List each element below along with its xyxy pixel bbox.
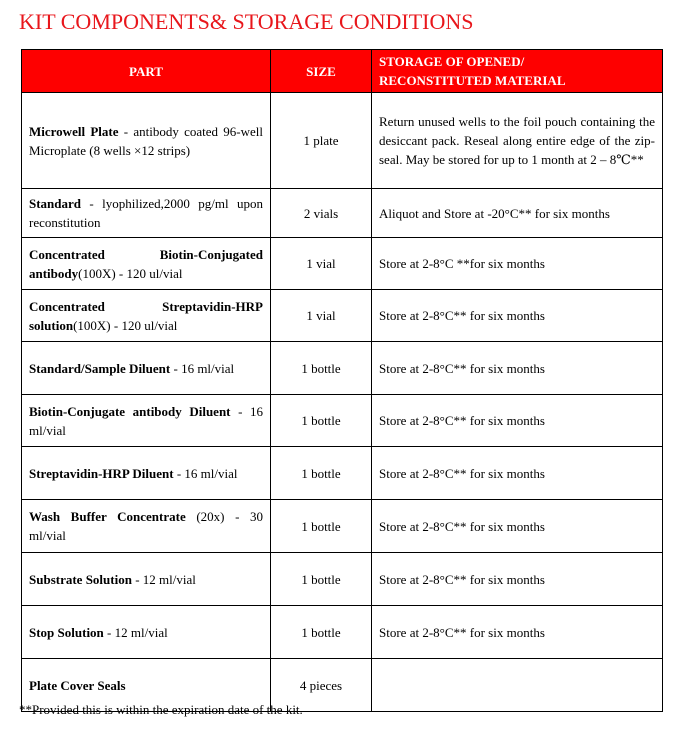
size-cell: 1 plate: [271, 93, 372, 189]
storage-cell: [372, 659, 663, 712]
table-row: [22, 342, 663, 395]
table-header: [22, 50, 663, 93]
part-cell: [22, 290, 271, 342]
storage-cell: Store at 2-8°C** for six months: [372, 447, 663, 500]
column-header-storage: [372, 50, 663, 93]
header-row: [22, 50, 663, 93]
part-detail: - antibody coated 96-well Microplate (8 wells ×12 strips): [29, 123, 263, 158]
part-name: Streptavidin-HRP Diluent: [29, 465, 174, 481]
part-cell: [22, 447, 271, 500]
storage-cell: Store at 2-8°C **for six months: [372, 238, 663, 290]
table-row: [22, 606, 663, 659]
part-detail: - lyophilized,2000 pg/ml upon reconstitution: [29, 196, 263, 230]
part-cell: [22, 93, 271, 189]
part-name: Substrate Solution: [29, 571, 132, 587]
size-cell: 1 bottle: [271, 606, 372, 659]
size-cell: 1 bottle: [271, 553, 372, 606]
size-cell: 1 bottle: [271, 395, 372, 447]
part-detail: (100X) - 120 ul/vial: [73, 317, 178, 333]
size-cell: 1 vial: [271, 238, 372, 290]
size-cell: 1 bottle: [271, 447, 372, 500]
column-header-part: PART: [22, 50, 271, 93]
storage-cell: Return unused wells to the foil pouch containing the desiccant pack. Reseal along entire edge of the zip-seal. May be stored for up to 1 month at 2 – 8℃**: [372, 93, 663, 189]
table-row: [22, 238, 663, 290]
part-name: Concentrated Biotin-Conjugated antibody: [29, 246, 263, 281]
footnote: **Provided this is within the expiration date of the kit.: [19, 702, 303, 717]
part-detail: - 12 ml/vial: [103, 624, 168, 640]
part-name: Concentrated Streptavidin-HRP solution: [29, 298, 263, 333]
part-detail: (20x) - 30 ml/vial: [29, 509, 263, 543]
part-cell: [22, 189, 271, 238]
part-cell: [22, 500, 271, 553]
part-cell: [22, 238, 271, 290]
part-name: Plate Cover Seals: [29, 677, 126, 693]
part-name: Stop Solution: [29, 624, 104, 640]
part-cell: [22, 606, 271, 659]
part-name: Microwell Plate: [29, 123, 119, 139]
table-row: [22, 553, 663, 606]
storage-cell: Store at 2-8°C** for six months: [372, 395, 663, 447]
storage-cell: Store at 2-8°C** for six months: [372, 500, 663, 553]
part-cell: [22, 342, 271, 395]
table-row: [22, 93, 663, 189]
column-header-storage-line2: RECONSTITUTED MATERIAL: [379, 73, 566, 88]
table-row: [22, 447, 663, 500]
table-row: [22, 500, 663, 553]
part-name: Standard: [29, 196, 82, 211]
table-row: [22, 395, 663, 447]
storage-cell: Store at 2-8°C** for six months: [372, 290, 663, 342]
storage-cell: Aliquot and Store at -20°C** for six months: [372, 189, 663, 238]
part-name: Standard/Sample Diluent: [29, 360, 171, 376]
column-header-storage-line1: STORAGE OF OPENED/: [379, 54, 525, 69]
size-cell: 1 bottle: [271, 342, 372, 395]
size-cell: 1 bottle: [271, 500, 372, 553]
size-cell: 1 vial: [271, 290, 372, 342]
storage-cell: Store at 2-8°C** for six months: [372, 606, 663, 659]
part-detail: - 16 ml/vial: [29, 403, 263, 438]
table-row: [22, 189, 663, 238]
storage-cell: Store at 2-8°C** for six months: [372, 342, 663, 395]
kit-components-table: [21, 49, 663, 712]
part-cell: [22, 553, 271, 606]
part-cell: [22, 395, 271, 447]
part-detail: - 16 ml/vial: [173, 465, 238, 481]
part-detail: - 12 ml/vial: [131, 571, 196, 587]
part-name: Biotin-Conjugate antibody Diluent: [29, 403, 231, 419]
part-name: Wash Buffer Concentrate: [29, 509, 186, 524]
table-row: [22, 290, 663, 342]
table-body: [22, 93, 663, 712]
size-cell: 2 vials: [271, 189, 372, 238]
column-header-size: SIZE: [271, 50, 372, 93]
part-detail: (100X) - 120 ul/vial: [78, 265, 183, 281]
storage-cell: Store at 2-8°C** for six months: [372, 553, 663, 606]
size-cell: 4 pieces: [271, 659, 372, 712]
page-title: KIT COMPONENTS& STORAGE CONDITIONS: [19, 9, 474, 34]
part-detail: - 16 ml/vial: [170, 360, 235, 376]
